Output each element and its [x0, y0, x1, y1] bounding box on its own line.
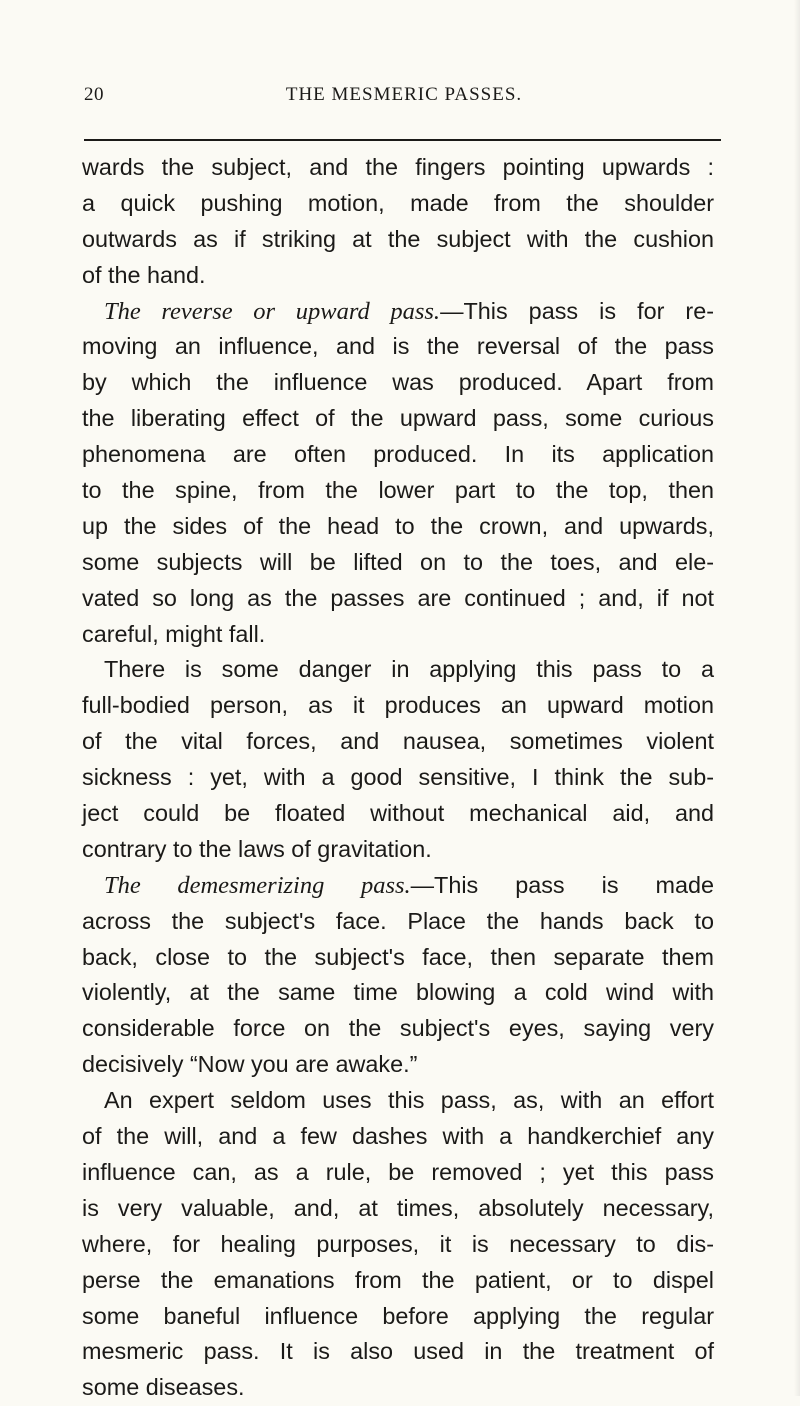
text-line: across the subject's face. Place the hands back to — [82, 907, 714, 934]
text-line: of the vital forces, and nausea, sometimes violent — [82, 728, 714, 755]
subheading-demesmerizing-pass: The demesmerizing pass. — [104, 871, 411, 899]
text-line: back, close to the subject's face, then separate them — [82, 943, 714, 970]
text-line: moving an influence, and is the reversal of the pass — [82, 333, 714, 360]
text-line: a quick pushing motion, made from the shoulder — [82, 189, 714, 216]
text-line: violently, at the same time blowing a cold wind with — [82, 979, 714, 1006]
text-line: up the sides of the head to the crown, and upwards, — [82, 512, 714, 539]
body-text — [82, 150, 714, 1406]
text-line: contrary to the laws of gravitation. — [82, 835, 432, 862]
text-line — [82, 294, 714, 330]
text-line-rest: —This pass is for re- — [440, 297, 714, 324]
text-line: some subjects will be lifted on to the toes, and ele- — [82, 548, 714, 575]
text-line: where, for healing purposes, it is necessary to dis- — [82, 1230, 714, 1257]
text-line: the liberating effect of the upward pass, some curious — [82, 405, 714, 432]
page-number: 20 — [84, 84, 104, 105]
text-line: decisively “Now you are awake.” — [82, 1051, 418, 1078]
text-line-rest: —This pass is made — [410, 871, 715, 898]
text-line: some diseases. — [82, 1374, 245, 1401]
text-line: An expert seldom uses this pass, as, with an effort — [104, 1087, 714, 1114]
text-line: by which the influence was produced. Apart from — [82, 369, 714, 396]
text-line: phenomena are often produced. In its application — [82, 441, 714, 468]
text-line: full-bodied person, as it produces an upward motion — [82, 692, 714, 719]
text-line: of the hand. — [82, 261, 206, 288]
text-line: outwards as if striking at the subject with the cushion — [82, 225, 714, 252]
text-line: influence can, as a rule, be removed ; yet this pass — [82, 1158, 714, 1185]
text-line: some baneful influence before applying the regular — [82, 1302, 714, 1329]
text-line: perse the emanations from the patient, or to dispel — [82, 1266, 714, 1293]
text-line: careful, might fall. — [82, 620, 266, 647]
text-line: ject could be floated without mechanical aid, and — [82, 800, 714, 827]
text-line — [82, 868, 714, 904]
text-line: There is some danger in applying this pass to a — [104, 656, 714, 683]
text-line: vated so long as the passes are continued ; and, if not — [82, 584, 714, 611]
text-line: considerable force on the subject's eyes, saying very — [82, 1015, 714, 1042]
page-edge-shadow — [794, 0, 800, 1396]
text-line: to the spine, from the lower part to the top, then — [82, 477, 714, 504]
page-header — [84, 84, 724, 124]
header-rule — [84, 139, 721, 141]
subheading-reverse-pass: The reverse or upward pass. — [104, 297, 441, 325]
text-line: wards the subject, and the fingers pointing upwards : — [82, 154, 714, 180]
text-line: mesmeric pass. It is also used in the treatment of — [82, 1338, 714, 1365]
text-line: is very valuable, and, at times, absolutely necessary, — [82, 1194, 714, 1221]
running-head: THE MESMERIC PASSES. — [285, 84, 523, 105]
text-line: of the will, and a few dashes with a handkerchief any — [82, 1123, 714, 1150]
text-line: sickness : yet, with a good sensitive, I think the sub- — [82, 764, 714, 791]
